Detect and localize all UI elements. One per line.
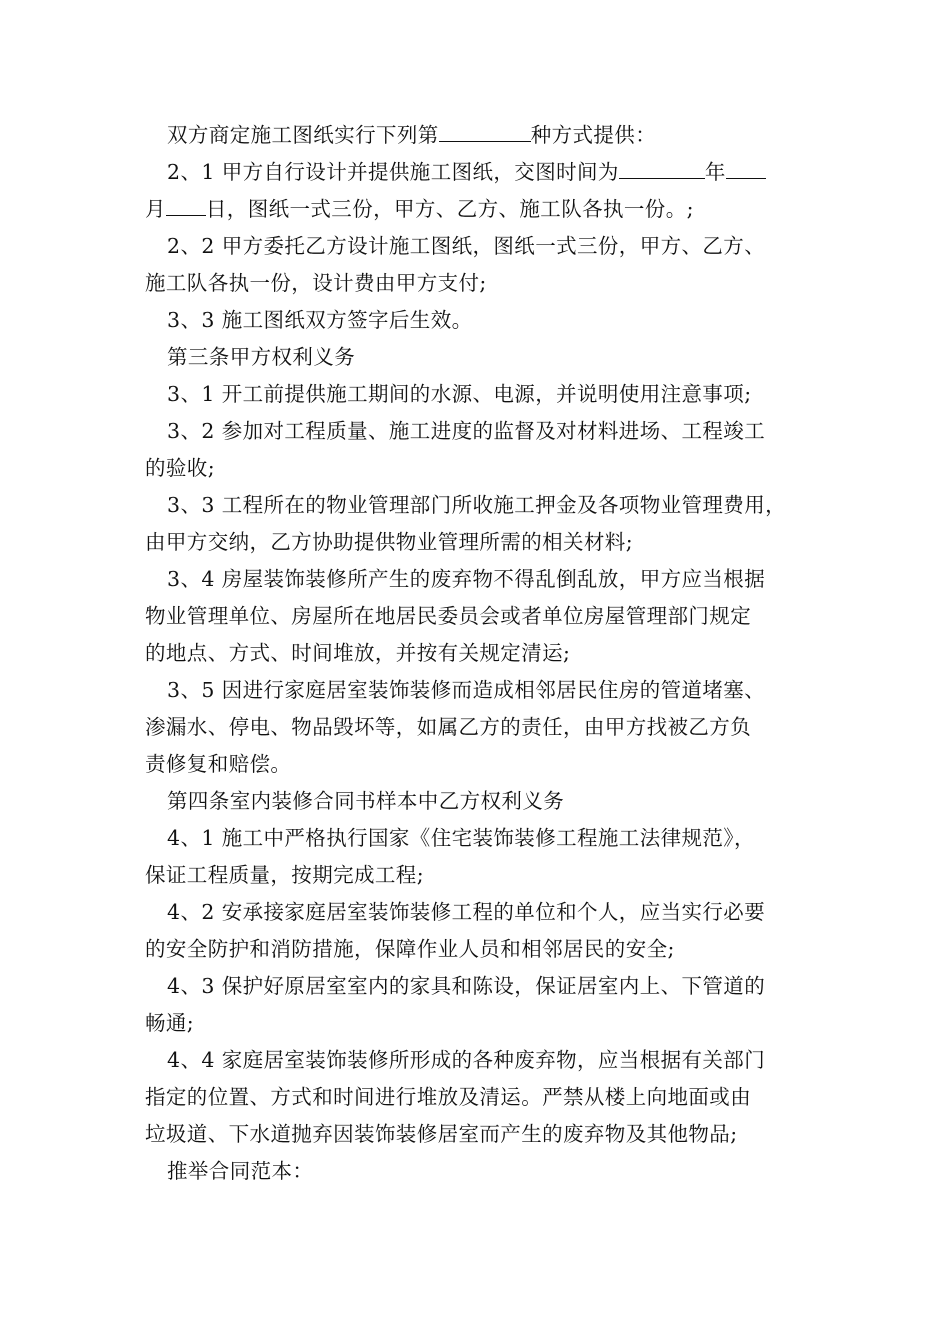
clause-4-3-line-1: 4、3 保护好原居室室内的家具和陈设，保证居室内上、下管道的 — [167, 974, 766, 998]
clause-2-1-line-2 — [145, 191, 825, 228]
clause-3-5-line-2: 渗漏水、停电、物品毁坏等，如属乙方的责任，由甲方找被乙方负 — [145, 715, 752, 739]
clause-3-5-line-3: 责修复和赔偿。 — [145, 752, 292, 776]
clause-4-3-line-2: 畅通; — [145, 1011, 195, 1035]
clause-3-4-line-1: 3、4 房屋装饰装修所产生的废弃物不得乱倒乱放，甲方应当根据 — [167, 567, 766, 591]
clause-3-4-line-3: 的地点、方式、时间堆放，并按有关规定清运; — [145, 641, 571, 665]
clause-2-1-text-b: 日，图纸一式三份，甲方、乙方、施工队各执一份。; — [205, 197, 694, 221]
day-blank — [166, 193, 206, 216]
clause-4-4-line-2: 指定的位置、方式和时间进行堆放及清运。严禁从楼上向地面或由 — [145, 1085, 752, 1109]
clause-4-1-line-1: 4、1 施工中严格执行国家《住宅装饰装修工程施工法律规范》， — [167, 826, 755, 850]
clause-4-1-line-2: 保证工程质量，按期完成工程; — [145, 863, 425, 887]
clause-4-2-line-1: 4、2 安承接家庭居室装饰装修工程的单位和个人，应当实行必要 — [167, 900, 766, 924]
clause-2-2-line-1: 2、2 甲方委托乙方设计施工图纸，图纸一式三份，甲方、乙方、 — [167, 234, 766, 258]
clause-2-1-line-1 — [145, 154, 825, 191]
year-blank — [619, 156, 705, 179]
clause-4-2-line-2: 的安全防护和消防措施，保障作业人员和相邻居民的安全; — [145, 937, 675, 961]
clause-3-3a: 3、3 施工图纸双方签字后生效。 — [167, 308, 473, 332]
clause-3-4-line-2: 物业管理单位、房屋所在地居民委员会或者单位房屋管理部门规定 — [145, 604, 752, 628]
clause-4-4-line-3: 垃圾道、下水道抛弃因装饰装修居室而产生的废弃物及其他物品; — [145, 1122, 738, 1146]
recommend-template-line: 推举合同范本： — [167, 1159, 314, 1183]
month-blank — [726, 156, 766, 179]
heading-article-4: 第四条室内装修合同书样本中乙方权利义务 — [167, 789, 565, 813]
clause-3-3b-line-1: 3、3 工程所在的物业管理部门所收施工押金及各项物业管理费用， — [167, 493, 786, 517]
clause-3-2-line-1: 3、2 参加对工程质量、施工进度的监督及对材料进场、工程竣工 — [167, 419, 766, 443]
clause-3-3b-line-2: 由甲方交纳，乙方协助提供物业管理所需的相关材料; — [145, 530, 634, 554]
clause-3-5-line-1: 3、5 因进行家庭居室装饰装修而造成相邻居民住房的管道堵塞、 — [167, 678, 766, 702]
clause-2-1-text-a: 2、1 甲方自行设计并提供施工图纸，交图时间为 — [167, 160, 619, 184]
month-label: 月 — [145, 197, 166, 221]
clause-3-2-line-2: 的验收; — [145, 456, 216, 480]
method-text-after: 种方式提供： — [530, 123, 657, 147]
method-blank — [439, 119, 531, 142]
clause-3-1: 3、1 开工前提供施工期间的水源、电源，并说明使用注意事项; — [167, 382, 752, 406]
document-page — [145, 117, 825, 1190]
method-paragraph — [145, 117, 825, 154]
method-text-before: 双方商定施工图纸实行下列第 — [167, 123, 439, 147]
clause-4-4-line-1: 4、4 家庭居室装饰装修所形成的各种废弃物，应当根据有关部门 — [167, 1048, 766, 1072]
clause-2-2-line-2: 施工队各执一份，设计费由甲方支付; — [145, 271, 487, 295]
heading-article-3: 第三条甲方权利义务 — [167, 345, 356, 369]
year-label: 年 — [704, 160, 726, 184]
